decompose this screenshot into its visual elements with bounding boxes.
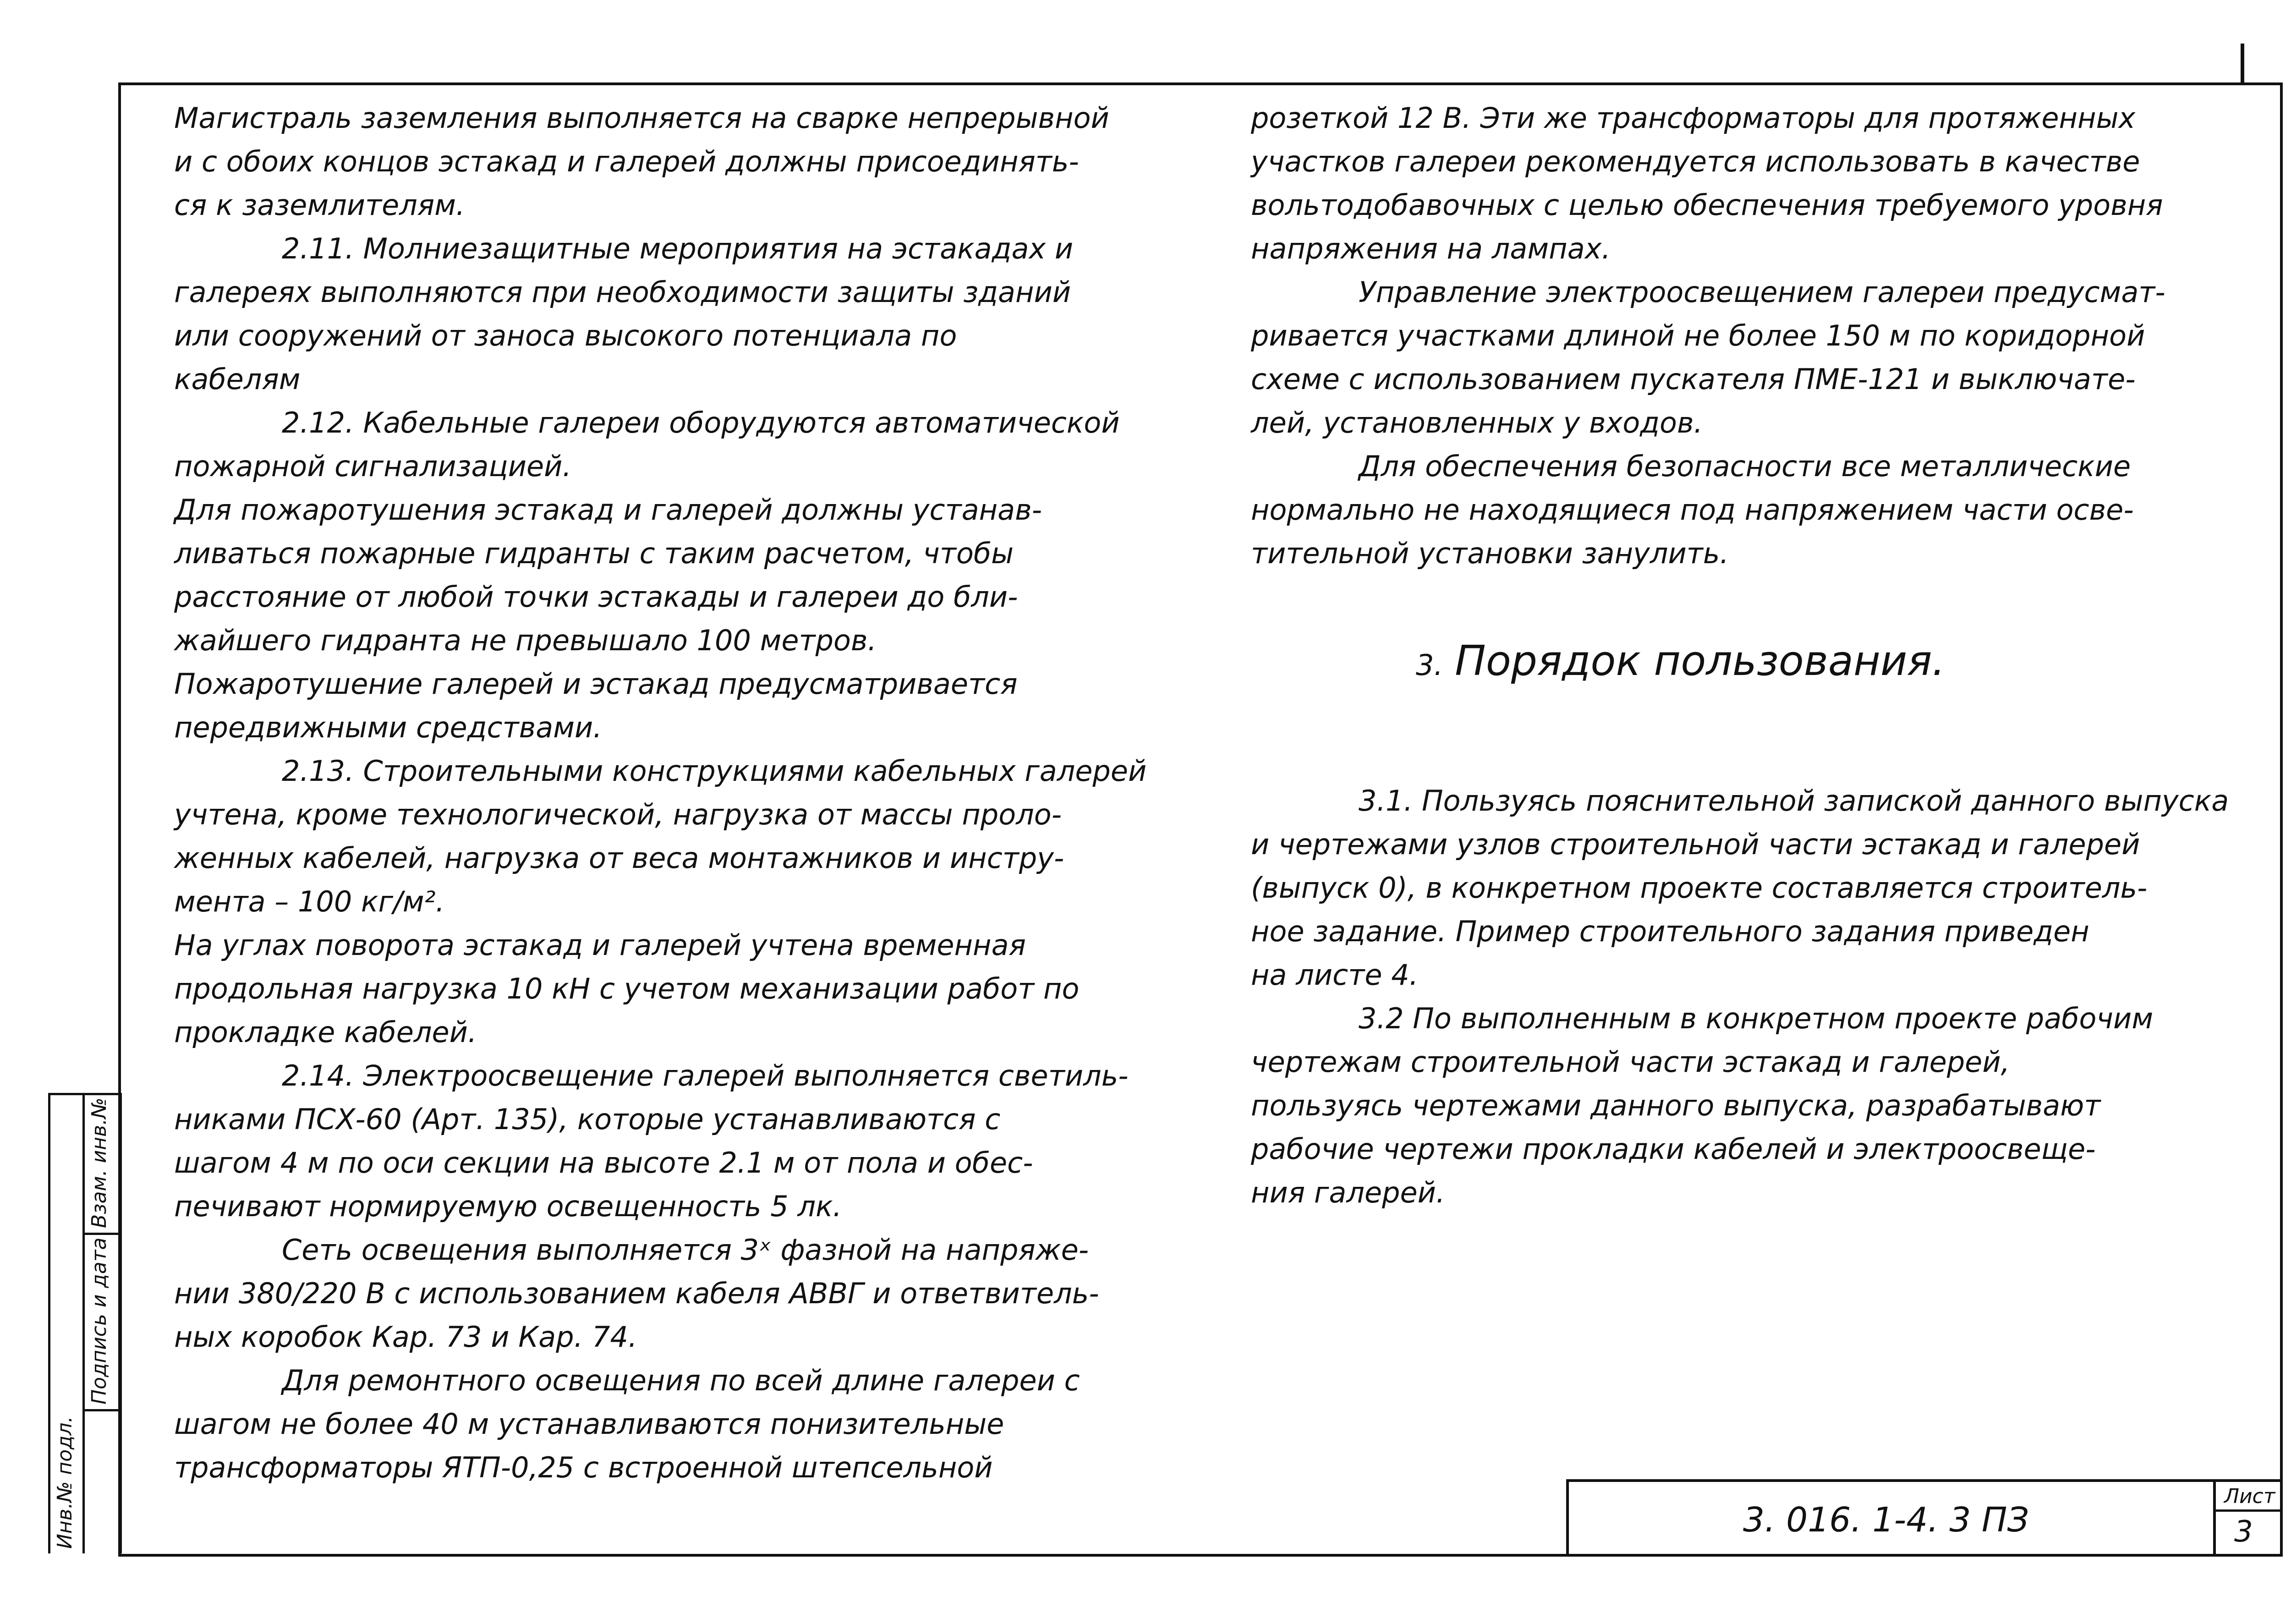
text-line: 3.2 По выполненным в конкретном проекте рабочим: [1359, 1002, 2154, 1035]
text-line: Магистраль заземления выполняется на сварке непрерывной: [174, 101, 1109, 135]
text-line: галереях выполняются при необходимости защиты зданий: [174, 275, 1071, 309]
text-line: 2.12. Кабельные галереи оборудуются автоматической: [282, 406, 1120, 439]
section-heading: [1416, 637, 1945, 685]
text-line: на листе 4.: [1251, 958, 1419, 992]
text-line: На углах поворота эстакад и галерей учтена временная: [174, 928, 1026, 962]
section-number: 3.: [1416, 648, 1443, 682]
text-line: Сеть освещения выполняется 3ˣ фазной на напряже-: [282, 1233, 1089, 1267]
text-line: прокладке кабелей.: [174, 1015, 477, 1049]
text-line: схеме с использованием пускателя ПМЕ-121 и выключате-: [1251, 362, 2136, 396]
text-line: печивают нормируемую освещенность 5 лк.: [174, 1190, 842, 1223]
text-line: или сооружений от заноса высокого потенциала по: [174, 319, 957, 352]
section-title: Порядок пользования.: [1455, 637, 1946, 685]
text-line: 2.14. Электроосвещение галерей выполняется светиль-: [282, 1059, 1129, 1092]
text-line: розеткой 12 В. Эти же трансформаторы для протяженных: [1251, 101, 2136, 135]
text-line: чертежам строительной части эстакад и галерей,: [1251, 1045, 2010, 1079]
text-line: расстояние от любой точки эстакады и галереи до бли-: [174, 580, 1018, 614]
text-line: передвижными средствами.: [174, 711, 602, 744]
text-line: и чертежами узлов строительной части эстакад и галерей: [1251, 828, 2140, 861]
text-line: 3.1. Пользуясь пояснительной запиской данного выпуска: [1359, 784, 2229, 817]
text-line: пожарной сигнализацией.: [174, 450, 572, 483]
text-line: Пожаротушение галерей и эстакад предусматривается: [174, 667, 1018, 701]
text-line: 2.11. Молниезащитные мероприятия на эстакадах и: [282, 232, 1074, 265]
sheet-number: 3: [2234, 1515, 2253, 1549]
text-line: 2.13. Строительными конструкциями кабельных галерей: [282, 754, 1147, 788]
text-line: нормально не находящиеся под напряжением части осве-: [1251, 493, 2134, 527]
sheet-divider: [2216, 1509, 2280, 1512]
text-line: Для пожаротушения эстакад и галерей должны устанав-: [174, 493, 1042, 527]
text-line: ливаться пожарные гидранты с таким расчетом, чтобы: [174, 537, 1014, 570]
text-line: шагом 4 м по оси секции на высоте 2.1 м от пола и обес-: [174, 1146, 1033, 1180]
text-line: трансформаторы ЯТП-0,25 с встроенной штепсельной: [174, 1451, 993, 1484]
text-line: шагом не более 40 м устанавливаются понизительные: [174, 1407, 1004, 1441]
text-line: продольная нагрузка 10 кН с учетом механизации работ по: [174, 972, 1080, 1005]
corner-mark: [2241, 44, 2244, 85]
text-line: пользуясь чертежами данного выпуска, разрабатывают: [1251, 1089, 2101, 1122]
text-line: Для обеспечения безопасности все металлические: [1359, 450, 2131, 483]
sidebar-stamp: [48, 1093, 122, 1553]
text-line: Для ремонтного освещения по всей длине галереи с: [282, 1364, 1080, 1397]
sidebar-col-outer: [50, 1095, 85, 1553]
text-line: ся к заземлителям.: [174, 188, 465, 222]
text-line: никами ПСХ-60 (Арт. 135), которые устанавливаются с: [174, 1103, 1001, 1136]
text-line: лей, установленных у входов.: [1251, 406, 1703, 439]
text-line: напряжения на лампах.: [1251, 232, 1611, 265]
text-line: ное задание. Пример строительного задания приведен: [1251, 915, 2089, 948]
document-code: 3. 016. 1-4. 3 ПЗ: [1743, 1500, 2029, 1540]
sidebar-col-inner: [82, 1095, 122, 1553]
text-line: учтена, кроме технологической, нагрузка от массы проло-: [174, 798, 1062, 831]
text-line: нии 380/220 В с использованием кабеля АВВГ и ответвитель-: [174, 1277, 1099, 1310]
sidebar-vzam-inv-label: Взам. инв.№: [88, 1097, 111, 1228]
sidebar-cell-podpis: [82, 1235, 120, 1411]
sheet-label: Лист: [2224, 1485, 2275, 1508]
text-line: и с обоих концов эстакад и галерей должны присоединять-: [174, 145, 1079, 178]
text-line: жайшего гидранта не превышало 100 метров.: [174, 624, 877, 657]
text-line: ривается участками длиной не более 150 м по коридорной: [1251, 319, 2145, 352]
text-line: ных коробок Кар. 73 и Кар. 74.: [174, 1320, 637, 1354]
text-line: кабелям: [174, 362, 301, 396]
text-line: Управление электроосвещением галереи предусмат-: [1359, 275, 2165, 309]
sidebar-cell-vzam: [82, 1095, 120, 1235]
sidebar-inv-podl-label: Инв.№ подл.: [53, 1416, 77, 1549]
text-line: рабочие чертежи прокладки кабелей и электроосвеще-: [1251, 1132, 2096, 1166]
text-line: участков галереи рекомендуется использовать в качестве: [1251, 145, 2140, 178]
text-line: (выпуск 0), в конкретном проекте составляется строитель-: [1251, 871, 2148, 905]
text-line: ния галерей.: [1251, 1176, 1445, 1209]
sidebar-podpis-label: Подпись и дата: [88, 1237, 111, 1405]
text-line: женных кабелей, нагрузка от веса монтажников и инстру-: [174, 841, 1064, 875]
title-block: [1566, 1479, 2280, 1554]
text-line: тительной установки занулить.: [1251, 537, 1729, 570]
text-line: мента – 100 кг/м².: [174, 885, 445, 918]
left-text-column: [174, 96, 1159, 1489]
sheet-cell: [2213, 1482, 2280, 1554]
text-line: вольтодобавочных с целью обеспечения требуемого уровня: [1251, 188, 2163, 222]
